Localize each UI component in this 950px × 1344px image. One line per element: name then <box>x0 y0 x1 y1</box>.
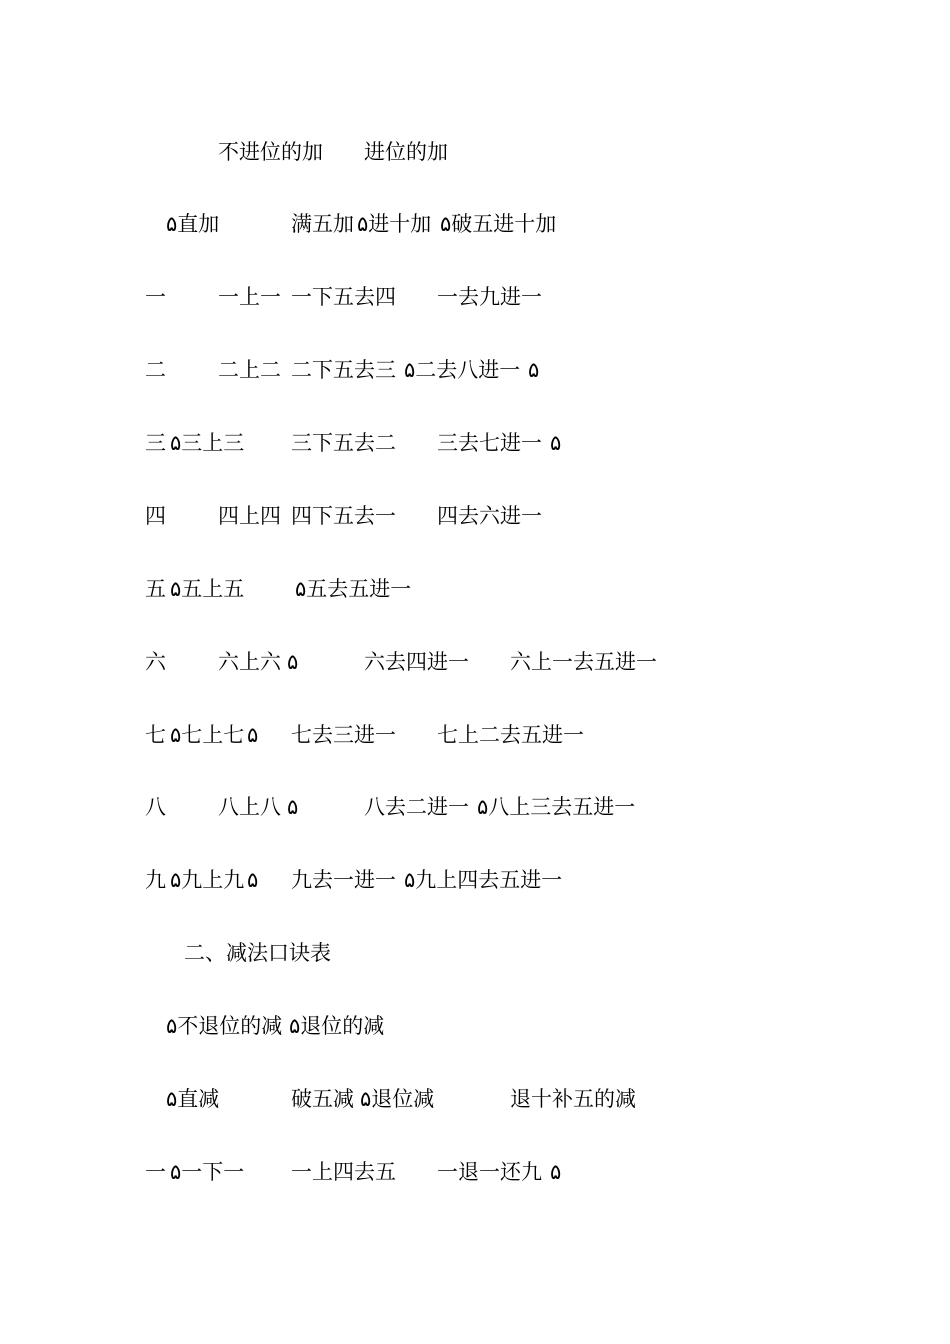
row-cell: ۵ <box>247 868 259 892</box>
row-label: 七 <box>145 723 166 747</box>
subheader-direct-subtract: ۵直减 <box>166 1087 220 1111</box>
row-cell: ۵ <box>287 795 299 819</box>
row-cell: 六上六 <box>218 650 281 674</box>
row-cell: ۵一下一 <box>170 1160 245 1184</box>
row-cell: ۵五去五进一 <box>295 577 412 601</box>
row-label: 五 <box>145 577 166 601</box>
row-cell: ۵九上四去五进一 <box>404 868 563 892</box>
row-label: 一 <box>145 1160 166 1184</box>
table-row <box>0 501 950 531</box>
row-cell: 三去七进一 <box>437 431 542 455</box>
row-label: 八 <box>145 795 166 819</box>
row-cell: 一退一还九 <box>437 1160 542 1184</box>
row-cell: 四下五去一 <box>291 504 396 528</box>
table-row <box>0 1157 950 1187</box>
subheader-borrow-ten-add-five: 退十补五的减 <box>510 1087 636 1111</box>
table-row <box>0 647 950 677</box>
row-label: 三 <box>145 431 166 455</box>
table-row <box>0 355 950 385</box>
row-cell: 九去一进一 <box>291 868 396 892</box>
row-cell: ۵ <box>287 650 299 674</box>
row-cell: 一去九进一 <box>437 285 542 309</box>
table-subheader-addition <box>0 209 950 239</box>
row-cell: 六上一去五进一 <box>510 650 657 674</box>
header-carry-addition: 进位的加 <box>364 140 448 164</box>
table-row <box>0 792 950 822</box>
row-label: 二 <box>145 358 166 382</box>
row-cell: ۵三上三 <box>170 431 245 455</box>
row-cell: ۵二去八进一 <box>404 358 521 382</box>
row-cell: 七去三进一 <box>291 723 396 747</box>
subheader-break-five-subtract: 破五减 <box>291 1087 354 1111</box>
table-row <box>0 865 950 895</box>
table-subheader-subtraction <box>0 1084 950 1114</box>
subheader-carry-ten-add: ۵进十加 <box>357 212 432 236</box>
row-cell: ۵ <box>528 358 540 382</box>
row-cell: 二下五去三 <box>291 358 396 382</box>
table-row <box>0 720 950 750</box>
row-cell: ۵ <box>247 723 259 747</box>
table-row <box>0 574 950 604</box>
row-cell: 七上二去五进一 <box>437 723 584 747</box>
row-cell: 八去二进一 <box>364 795 469 819</box>
header-borrow-subtraction: ۵退位的减 <box>289 1014 385 1038</box>
row-cell: 八上八 <box>218 795 281 819</box>
table-row <box>0 428 950 458</box>
row-cell: 一下五去四 <box>291 285 396 309</box>
row-cell: 二上二 <box>218 358 281 382</box>
row-cell: 四上四 <box>218 504 281 528</box>
table-header-subtraction <box>0 1011 950 1041</box>
row-cell: 四去六进一 <box>437 504 542 528</box>
row-label: 六 <box>145 650 166 674</box>
table-header-addition <box>0 137 950 167</box>
section-heading <box>0 938 950 968</box>
row-cell: ۵八上三去五进一 <box>477 795 636 819</box>
row-cell: ۵ <box>550 431 562 455</box>
row-cell: ۵七上七 <box>170 723 245 747</box>
subheader-full-five-add: 满五加 <box>291 212 354 236</box>
header-no-borrow-subtraction: ۵不退位的减 <box>166 1014 283 1038</box>
subheader-direct-add: ۵直加 <box>166 212 220 236</box>
row-cell: 三下五去二 <box>291 431 396 455</box>
subheader-break-five-carry-ten: ۵破五进十加 <box>440 212 557 236</box>
row-label: 九 <box>145 868 166 892</box>
row-cell: ۵五上五 <box>170 577 245 601</box>
subtraction-table-title: 二、减法口诀表 <box>184 941 331 965</box>
row-cell: ۵九上九 <box>170 868 245 892</box>
row-cell: 一上一 <box>218 285 281 309</box>
row-cell: 一上四去五 <box>291 1160 396 1184</box>
row-label: 一 <box>145 285 166 309</box>
row-cell: ۵ <box>550 1160 562 1184</box>
row-label: 四 <box>145 504 166 528</box>
header-no-carry-addition: 不进位的加 <box>218 140 323 164</box>
table-row <box>0 282 950 312</box>
subheader-borrow-subtract: ۵退位减 <box>360 1087 435 1111</box>
row-cell: 六去四进一 <box>364 650 469 674</box>
